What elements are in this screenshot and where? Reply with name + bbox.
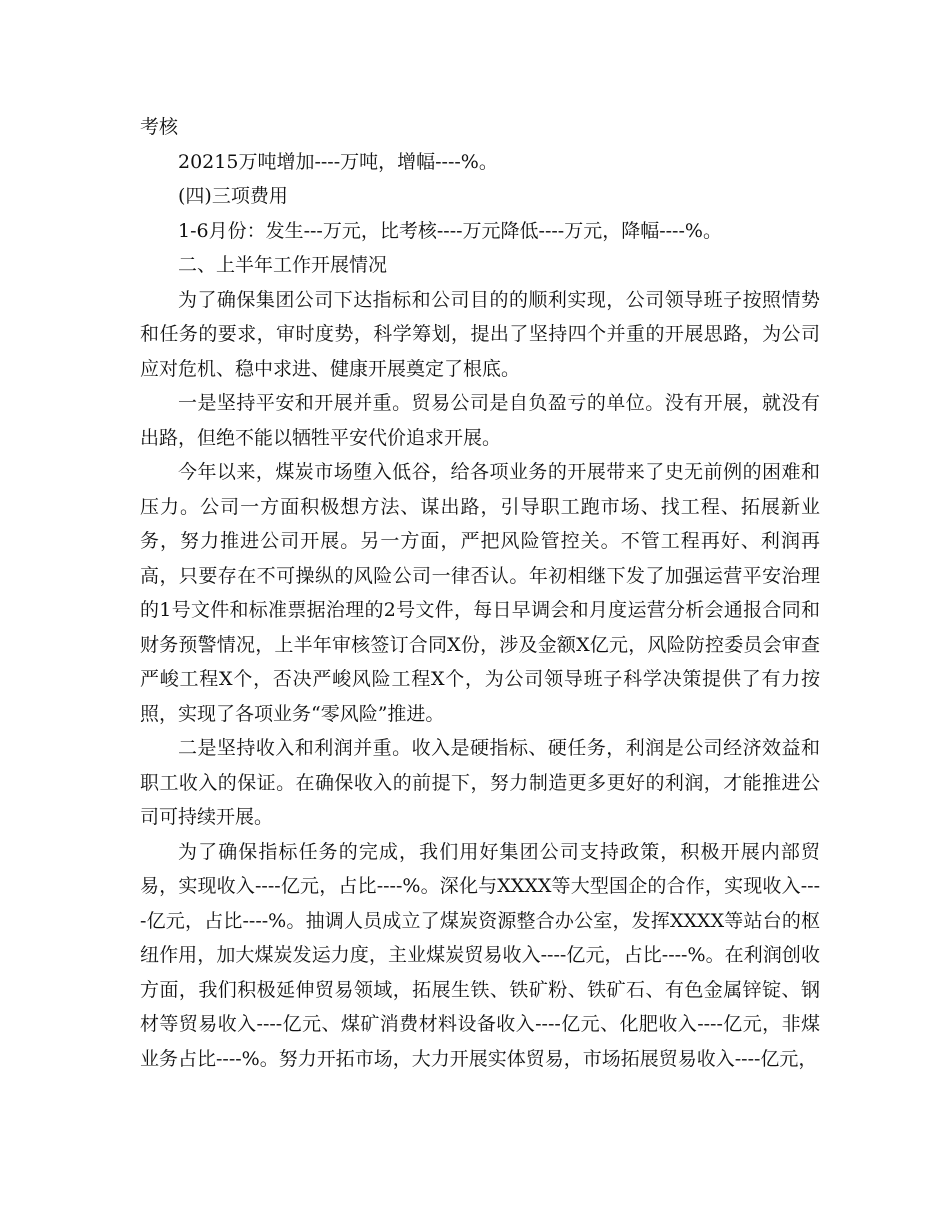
paragraph-income-profit: 二是坚持收入和利润并重。收入是硬指标、硬任务，利润是公司经济效益和职工收入的保证。在确保收入的前提下，努力制造更多更好的利润，才能推进公司可持续开展。 [140, 737, 820, 828]
paragraph-growth: 20215万吨增加----万吨，增幅----%。 [178, 150, 498, 173]
paragraph-targets: 为了确保指标任务的完成，我们用好集团公司支持政策，积极开展内部贸易，实现收入----亿元，占比----%。深化与XXXX等大型国企的合作，实现收入----亿元，占比----%。抽调人员成立了煤炭资源整合办公室，发挥XXXX等站台的枢纽作用，加大煤炭发运力度，主业煤炭贸易收入----亿元，占比----%。在利润创收方面，我们积极延伸贸易领域，拓展生铁、铁矿粉、铁矿石、有色金属锌锭、钢材等贸易收入----亿元、煤矿消费材料设备收入----亿元、化肥收入----亿元，非煤业务占比----%。努力开拓市场，大力开展实体贸易，市场拓展贸易收入----亿元， [140, 840, 820, 1070]
paragraph-intro: 为了确保集团公司下达指标和公司目的的顺利实现，公司领导班子按照情势和任务的要求，审时度势，科学筹划，提出了坚持四个并重的开展思路，为公司应对危机、稳中求进、健康开展奠定了根底。 [140, 288, 820, 380]
document-body [140, 110, 820, 1076]
section-heading-work-progress: 二、上半年工作开展情况 [178, 254, 388, 276]
paragraph-market-risk: 今年以来，煤炭市场堕入低谷，给各项业务的开展带来了史无前例的困难和压力。公司一方面积极想方法、谋出路，引导职工跑市场、找工程、拓展新业务，努力推进公司开展。另一方面，严把风险管控关。不管工程再好、利润再高，只要存在不可操纵的风险公司一律否认。年初相继下发了加强运营平安治理的1号文件和标准票据治理的2号文件，每日早调会和月度运营分析会通报合同和财务预警情况，上半年审核签订合同X份，涉及金额X亿元，风险防控委员会审查严峻工程X个，否决严峻风险工程X个，为公司领导班子科学决策提供了有力按照，实现了各项业务“零风险”推进。 [140, 461, 820, 725]
paragraph-safety-development: 一是坚持平安和开展并重。贸易公司是自负盈亏的单位。没有开展，就没有出路，但绝不能以牺牲平安代价追求开展。 [140, 392, 820, 449]
paragraph-costs: 1-6月份：发生---万元，比考核----万元降低----万元，降幅----%。 [178, 219, 722, 242]
section-heading-three-costs: (四)三项费用 [178, 185, 288, 207]
paragraph-heading-fragment: 考核 [140, 116, 179, 138]
